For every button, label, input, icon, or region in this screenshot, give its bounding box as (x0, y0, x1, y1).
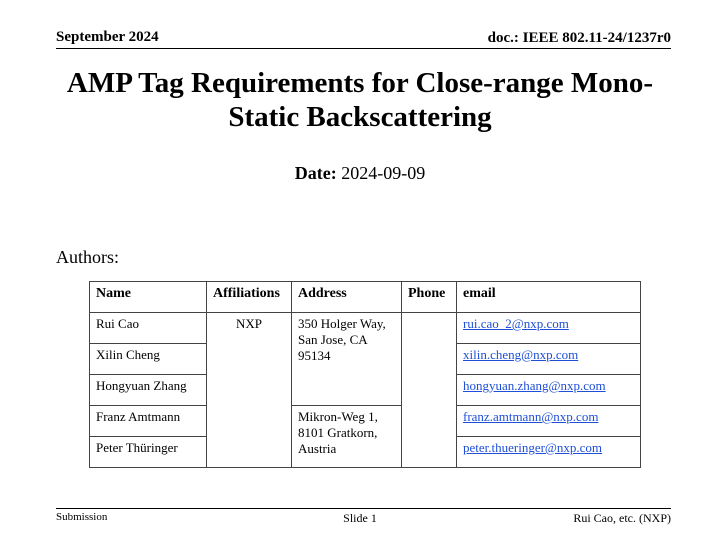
header-affiliations: Affiliations (207, 282, 292, 313)
slide-title: AMP Tag Requirements for Close-range Mono-Static Backscattering (66, 67, 654, 133)
table-row (90, 406, 641, 437)
authors-label: Authors: (56, 247, 119, 267)
author-phone (402, 313, 457, 468)
author-address: Mikron-Weg 1, 8101 Gratkorn, Austria (292, 406, 402, 468)
header-divider (56, 48, 671, 49)
author-email-link[interactable]: rui.cao_2@nxp.com (463, 316, 569, 331)
author-affiliation: NXP (207, 313, 292, 468)
date-line (0, 163, 720, 184)
header-name: Name (90, 282, 207, 313)
authors-table (89, 281, 641, 468)
footer-author: Rui Cao, etc. (NXP) (573, 511, 671, 525)
footer-submission: Submission (56, 511, 108, 523)
author-name: Xilin Cheng (90, 344, 207, 375)
date-value: 2024-09-09 (341, 163, 426, 183)
header-address: Address (292, 282, 402, 313)
author-email-link[interactable]: franz.amtmann@nxp.com (463, 409, 599, 424)
author-name: Franz Amtmann (90, 406, 207, 437)
author-email-link[interactable]: peter.thueringer@nxp.com (463, 440, 603, 455)
author-name: Rui Cao (90, 313, 207, 344)
footer-slide-number: Slide 1 (343, 511, 377, 525)
header-email: email (457, 282, 641, 313)
author-email-link[interactable]: xilin.cheng@nxp.com (463, 347, 579, 362)
author-name: Peter Thüringer (90, 437, 207, 468)
header-doc-id: doc.: IEEE 802.11-24/1237r0 (487, 30, 671, 46)
table-header-row (90, 282, 641, 313)
header-phone: Phone (402, 282, 457, 313)
footer-divider (56, 508, 671, 509)
author-name: Hongyuan Zhang (90, 375, 207, 406)
author-email-link[interactable]: hongyuan.zhang@nxp.com (463, 378, 606, 393)
date-label: Date: (294, 163, 337, 183)
table-row (90, 313, 641, 344)
header-date: September 2024 (56, 29, 159, 45)
author-address: 350 Holger Way, San Jose, CA 95134 (292, 313, 402, 406)
